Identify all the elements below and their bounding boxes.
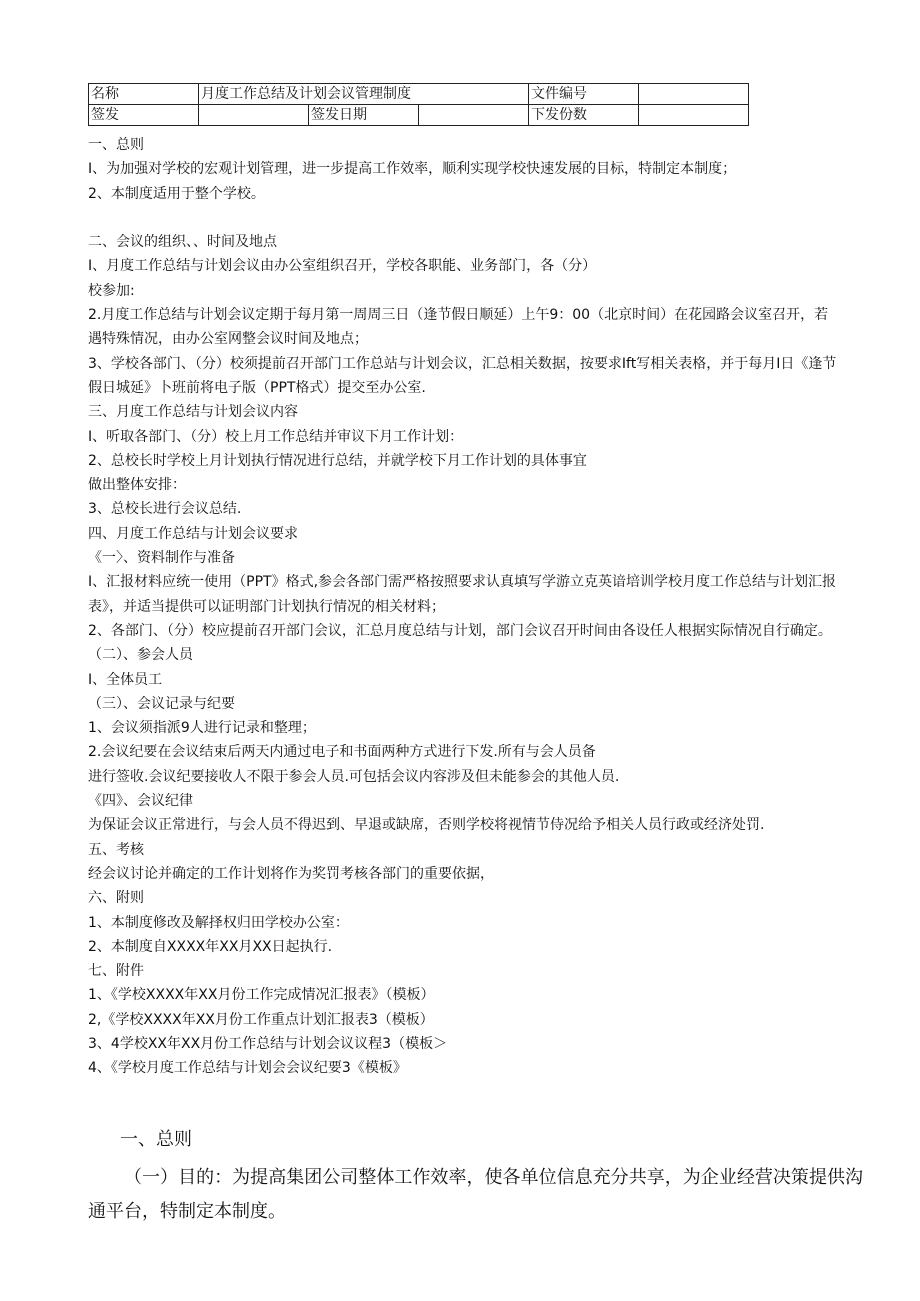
text-line: I、为加强对学校的宏观计划管理，进一步提高工作效率，顺利实现学校快速发展的目标，特制定本制度；	[88, 161, 737, 178]
text-line: 3、4学校XX年XX月份工作总结与计划会议议程3（模板＞	[88, 1035, 448, 1052]
copies-label-cell: 下发份数	[529, 105, 639, 126]
text-line: 为保证会议正常进行，与会人员不得迟到、早退或缺席，否则学校将视情节侍况给予相关人员行政或经济处罚.	[88, 817, 765, 834]
section-heading: 二、会议的组织、、时间及地点	[88, 234, 277, 251]
text-line: 2、本制度适用于整个学校。	[88, 185, 265, 202]
docno-label-cell: 文件编号	[529, 84, 639, 105]
name-value-cell: 月度工作总结及计划会议管理制度	[199, 84, 529, 105]
text-paragraph: 2、各部门、（分）校应提前召开部门会议，汇总月度总结与计划，部门会议召开时间由各设任人根据实际情况自行确定。	[88, 622, 832, 639]
docno-value-cell	[639, 84, 749, 105]
issuer-label-cell: 签发	[89, 105, 199, 126]
text-line: 2、总校长时学校上月计划执行情况进行总结，并就学校下月工作计划的具体事宜	[88, 452, 587, 469]
section-heading: 一、总则	[88, 137, 144, 153]
copies-value-cell	[639, 105, 749, 126]
text-line: 1、本制度修改及解择权归田学校办公室：	[88, 914, 349, 931]
document-tail	[88, 1125, 863, 1229]
document-header-table	[88, 83, 749, 126]
section-heading: 六、附则	[88, 890, 144, 907]
text-paragraph: 2.月度工作总结与计划会议定期于每月第一周周三日（逢节假日顺延）上午9：00（北京时间）在花园路会议室召开，若遇特殊情况，由办公室网整会议时间及地点；	[88, 307, 829, 348]
section-heading: 四、月度工作总结与计划会议要求	[88, 525, 298, 542]
text-line: 2,《学校XXXX年XX月份工作重点计划汇报表3（模板）	[88, 1011, 434, 1028]
section-heading: 五、考核	[88, 841, 144, 858]
text-paragraph: 3、学校各部门、（分）校须提前召开部门工作总站与计划会议，汇总相关数据，按要求Ift写相关表格，并于每月I日《逢节假日城延》卜班前将电子版（PPT格式）提交至办公室.	[88, 355, 837, 396]
text-line: 3、总校长进行会议总结.	[88, 501, 242, 518]
text-line: 校参加:	[88, 282, 135, 299]
subsection-heading: （三）、会议记录与纪要	[88, 695, 235, 712]
text-line: I、月度工作总结与计划会议由办公室组织召开，学校各职能、业务部门，各（分）	[88, 258, 597, 275]
section-heading: 三、月度工作总结与计划会议内容	[88, 404, 298, 421]
text-line: 2.会议纪要在会议结束后两天内通过电子和书面两种方式进行下发.所有与会人员备	[88, 744, 596, 761]
text-paragraph: I、汇报材料应统一使用（PPT》格式,参会各部门需严格按照要求认真填写学游立克英谙培训学校月度工作总结与计划汇报表》，并适当提供可以证明部门计划执行情况的相关材料；	[88, 574, 837, 615]
subsection-heading: 《一〉、资料制作与准备	[88, 550, 235, 567]
header-row-1	[89, 84, 749, 105]
text-line: 做出整体安排：	[88, 477, 186, 494]
blank-line	[88, 206, 840, 230]
text-line: 2、本制度自XXXX年XX月XX日起执行.	[88, 938, 333, 955]
text-line: 1、会议须指派9人进行记录和整理；	[88, 720, 316, 737]
text-line: 经会议讨论并确定的工作计划将作为奖罚考核各部门的重要依据，	[88, 865, 494, 882]
name-label-cell: 名称	[89, 84, 199, 105]
date-value-cell	[419, 105, 529, 126]
issuer-value-cell	[199, 105, 309, 126]
text-line: 进行签收.会议纪要接收人不限于参会人员.可包括会议内容涉及但未能参会的其他人员.	[88, 768, 620, 785]
section-heading: 七、附件	[88, 963, 144, 980]
document-body	[88, 133, 840, 1081]
text-line: 1、《学校XXXX年XX月份工作完成情况汇报表》（模板）	[88, 987, 435, 1004]
text-line: I、听取各部门、（分）校上月工作总结并审议下月工作计划：	[88, 428, 464, 445]
text-line: 4、《学校月度工作总结与计划会会议纪要3《模板》	[88, 1060, 407, 1077]
subsection-heading: （二）、参会人员	[88, 647, 193, 664]
date-label-cell: 签发日期	[309, 105, 419, 126]
tail-heading: 一、总则	[120, 1129, 192, 1150]
text-line: I、全体员工	[88, 671, 163, 688]
tail-paragraph: （一）目的：为提高集团公司整体工作效率，使各单位信息充分共享，为企业经营决策提供沟通平台，特制定本制度。	[88, 1167, 863, 1222]
subsection-heading: 《四》、会议纪律	[88, 793, 193, 810]
header-row-2	[89, 105, 749, 126]
